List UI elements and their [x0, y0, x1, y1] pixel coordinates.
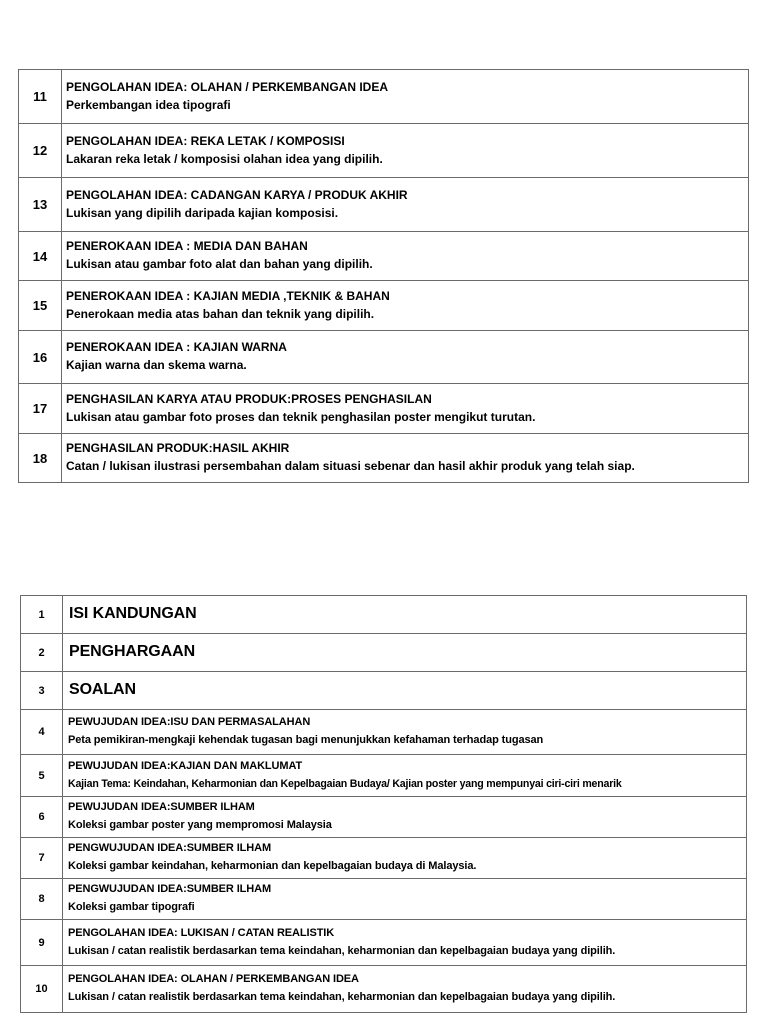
- row-title: PENGOLAHAN IDEA: OLAHAN / PERKEMBANGAN IDEA: [68, 973, 359, 985]
- row-content: [63, 710, 747, 755]
- row-number: 17: [19, 384, 62, 434]
- row-content: [63, 966, 747, 1013]
- row-description: Kajian Tema: Keindahan, Keharmonian dan Kepelbagaian Budaya/ Kajian poster yang mempunyai ciri-ciri menarik: [68, 777, 622, 790]
- row-title: PEWUJUDAN IDEA:ISU DAN PERMASALAHAN: [68, 716, 311, 728]
- row-content: [63, 838, 747, 879]
- table-row: [21, 596, 747, 634]
- row-description: Peta pemikiran-mengkaji kehendak tugasan bagi menunjukkan kefahaman terhadap tugasan: [68, 734, 544, 746]
- row-number: 6: [21, 797, 63, 838]
- row-title: ISI KANDUNGAN: [69, 604, 197, 622]
- row-content: [63, 797, 747, 838]
- table-row: [21, 838, 747, 879]
- row-title: PENGOLAHAN IDEA: LUKISAN / CATAN REALISTIK: [68, 926, 335, 939]
- table-row: [21, 710, 747, 755]
- table-row: [19, 70, 749, 124]
- row-content: [63, 672, 747, 710]
- row-description: Lukisan / catan realistik berdasarkan tema keindahan, keharmonian dan kepelbagaian budaya yang dipilih.: [68, 991, 616, 1003]
- row-number: 1: [21, 596, 63, 634]
- row-title: PENGWUJUDAN IDEA:SUMBER ILHAM: [68, 883, 272, 895]
- row-number: 10: [21, 966, 63, 1013]
- row-content: [63, 596, 747, 634]
- table-row: [19, 232, 749, 281]
- row-title: SOALAN: [69, 680, 136, 698]
- row-content: [62, 434, 749, 483]
- row-content: [62, 124, 749, 178]
- row-title: PENGHASILAN KARYA ATAU PRODUK:PROSES PENGHASILAN: [66, 391, 432, 406]
- row-title: PENEROKAAN IDEA : MEDIA DAN BAHAN: [66, 239, 308, 253]
- table-row: [21, 634, 747, 672]
- row-content: [62, 384, 749, 434]
- table-row: [21, 755, 747, 797]
- row-number: 5: [21, 755, 63, 797]
- row-number: 12: [19, 124, 62, 178]
- row-title: PENGOLAHAN IDEA: OLAHAN / PERKEMBANGAN IDEA: [66, 79, 389, 94]
- row-description: Lukisan / catan realistik berdasarkan tema keindahan, keharmonian dan kepelbagaian budaya yang dipilih.: [68, 944, 616, 957]
- table-row: [19, 331, 749, 384]
- content-table-continued: [18, 69, 749, 483]
- row-description: Lukisan yang dipilih daripada kajian komposisi.: [66, 205, 339, 220]
- row-content: [63, 634, 747, 672]
- table-row: [21, 966, 747, 1013]
- row-title: PENGWUJUDAN IDEA:SUMBER ILHAM: [68, 842, 272, 854]
- row-number: 4: [21, 710, 63, 755]
- table-row: [19, 281, 749, 331]
- row-content: [62, 232, 749, 281]
- table-of-contents: [20, 595, 747, 1013]
- row-description: Koleksi gambar poster yang mempromosi Malaysia: [68, 819, 332, 831]
- row-number: 15: [19, 281, 62, 331]
- row-number: 16: [19, 331, 62, 384]
- row-title: PENGOLAHAN IDEA: REKA LETAK / KOMPOSISI: [66, 133, 345, 148]
- row-description: Penerokaan media atas bahan dan teknik yang dipilih.: [66, 306, 375, 321]
- row-title: PENGHARGAAN: [69, 642, 196, 660]
- row-description: Lukisan atau gambar foto proses dan teknik penghasilan poster mengikut turutan.: [66, 409, 536, 424]
- table-row: [19, 178, 749, 232]
- row-number: 11: [19, 70, 62, 124]
- table-row: [21, 672, 747, 710]
- table-row: [21, 920, 747, 966]
- row-number: 9: [21, 920, 63, 966]
- row-number: 18: [19, 434, 62, 483]
- table-row: [19, 434, 749, 483]
- row-number: 13: [19, 178, 62, 232]
- row-content: [62, 281, 749, 331]
- row-title: PEWUJUDAN IDEA:SUMBER ILHAM: [68, 801, 255, 813]
- row-content: [63, 879, 747, 920]
- row-number: 3: [21, 672, 63, 710]
- table-row: [21, 797, 747, 838]
- table-row: [19, 384, 749, 434]
- row-title: PENEROKAAN IDEA : KAJIAN WARNA: [66, 340, 287, 354]
- table-row: [21, 879, 747, 920]
- row-description: Catan / lukisan ilustrasi persembahan dalam situasi sebenar dan hasil akhir produk yang telah siap.: [66, 459, 635, 473]
- row-title: PENEROKAAN IDEA : KAJIAN MEDIA ,TEKNIK & BAHAN: [66, 288, 390, 303]
- row-description: Koleksi gambar tipografi: [68, 901, 195, 913]
- row-description: Koleksi gambar keindahan, keharmonian dan kepelbagaian budaya di Malaysia.: [68, 860, 477, 872]
- row-title: PENGOLAHAN IDEA: CADANGAN KARYA / PRODUK AKHIR: [66, 187, 408, 202]
- row-title: PEWUJUDAN IDEA:KAJIAN DAN MAKLUMAT: [68, 759, 303, 772]
- row-content: [62, 178, 749, 232]
- row-number: 14: [19, 232, 62, 281]
- row-content: [62, 331, 749, 384]
- row-number: 2: [21, 634, 63, 672]
- row-content: [62, 70, 749, 124]
- row-content: [63, 755, 747, 797]
- table-row: [19, 124, 749, 178]
- row-description: Lakaran reka letak / komposisi olahan idea yang dipilih.: [66, 151, 383, 166]
- row-description: Kajian warna dan skema warna.: [66, 358, 247, 372]
- row-number: 7: [21, 838, 63, 879]
- row-title: PENGHASILAN PRODUK:HASIL AKHIR: [66, 441, 290, 455]
- row-description: Perkembangan idea tipografi: [66, 97, 231, 112]
- row-description: Lukisan atau gambar foto alat dan bahan yang dipilih.: [66, 257, 373, 271]
- row-number: 8: [21, 879, 63, 920]
- row-content: [63, 920, 747, 966]
